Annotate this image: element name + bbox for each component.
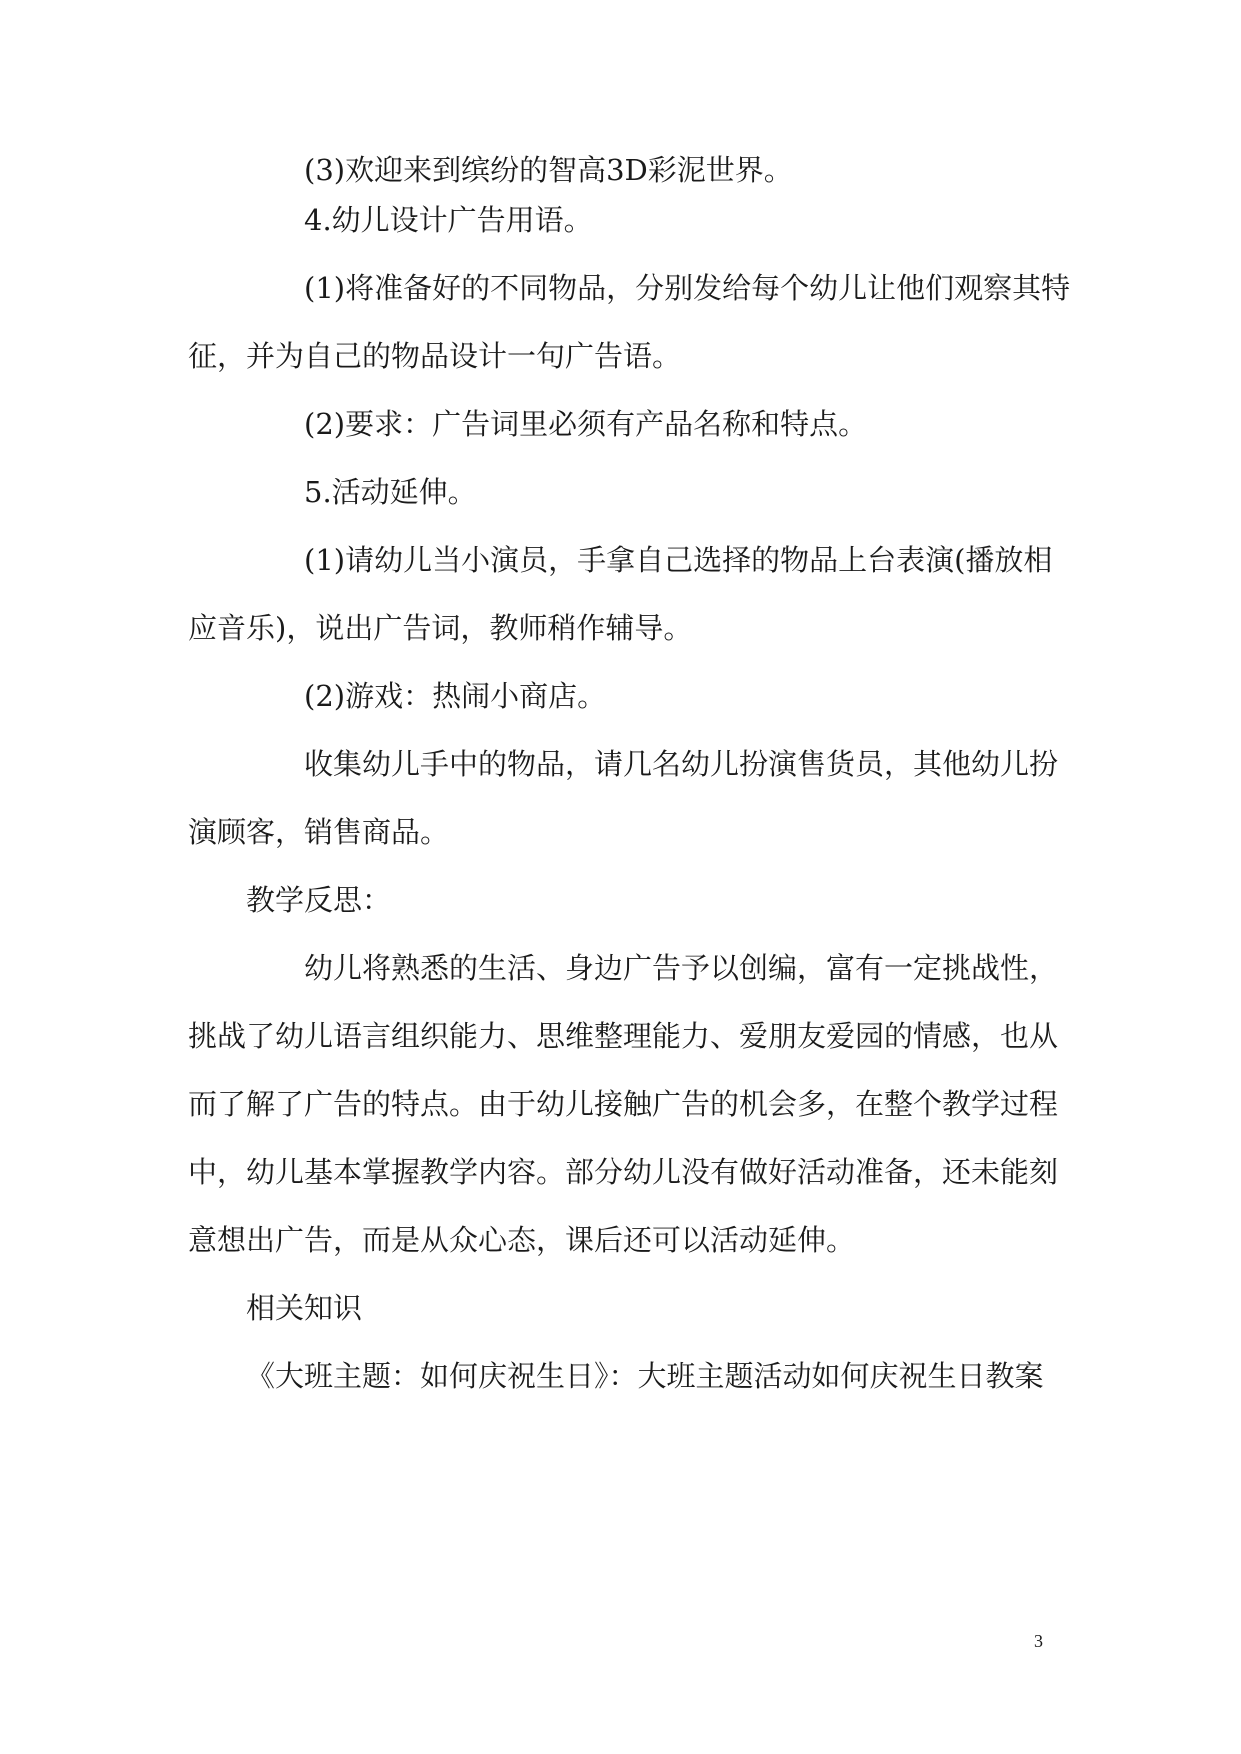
text-line: 征，并为自己的物品设计一句广告语。 [188,339,682,373]
text-line: 挑战了幼儿语言组织能力、思维整理能力、爱朋友爱园的情感，也从 [188,1019,1059,1053]
text-line: 收集幼儿手中的物品，请几名幼儿扮演售货员，其他幼儿扮 [304,747,1059,781]
text-line: (2)游戏：热闹小商店。 [304,679,607,713]
text-line: (1)将准备好的不同物品，分别发给每个幼儿让他们观察其特 [304,271,1071,305]
text-line: (1)请幼儿当小演员，手拿自己选择的物品上台表演(播放相 [304,543,1053,577]
text-line: 而了解了广告的特点。由于幼儿接触广告的机会多，在整个教学过程 [188,1087,1059,1121]
section-heading: 教学反思： [246,883,392,917]
text-line: 幼儿将熟悉的生活、身边广告予以创编，富有一定挑战性， [304,951,1059,985]
section-heading: 相关知识 [246,1291,363,1325]
text-line: 演顾客，销售商品。 [188,815,450,849]
section-heading: 4.幼儿设计广告用语。 [304,203,593,237]
page-number: 3 [1034,1631,1043,1651]
text-line: (2)要求：广告词里必须有产品名称和特点。 [304,407,868,441]
text-line: (3)欢迎来到缤纷的智高3D彩泥世界。 [304,153,793,187]
text-line: 意想出广告，而是从众心态，课后还可以活动延伸。 [188,1223,856,1257]
section-heading: 5.活动延伸。 [304,475,477,509]
text-line: 中，幼儿基本掌握教学内容。部分幼儿没有做好活动准备，还未能刻 [188,1155,1059,1189]
text-line: 应音乐)，说出广告词，教师稍作辅导。 [188,611,693,645]
related-link-text: 《大班主题：如何庆祝生日》：大班主题活动如何庆祝生日教案 [246,1359,1044,1393]
